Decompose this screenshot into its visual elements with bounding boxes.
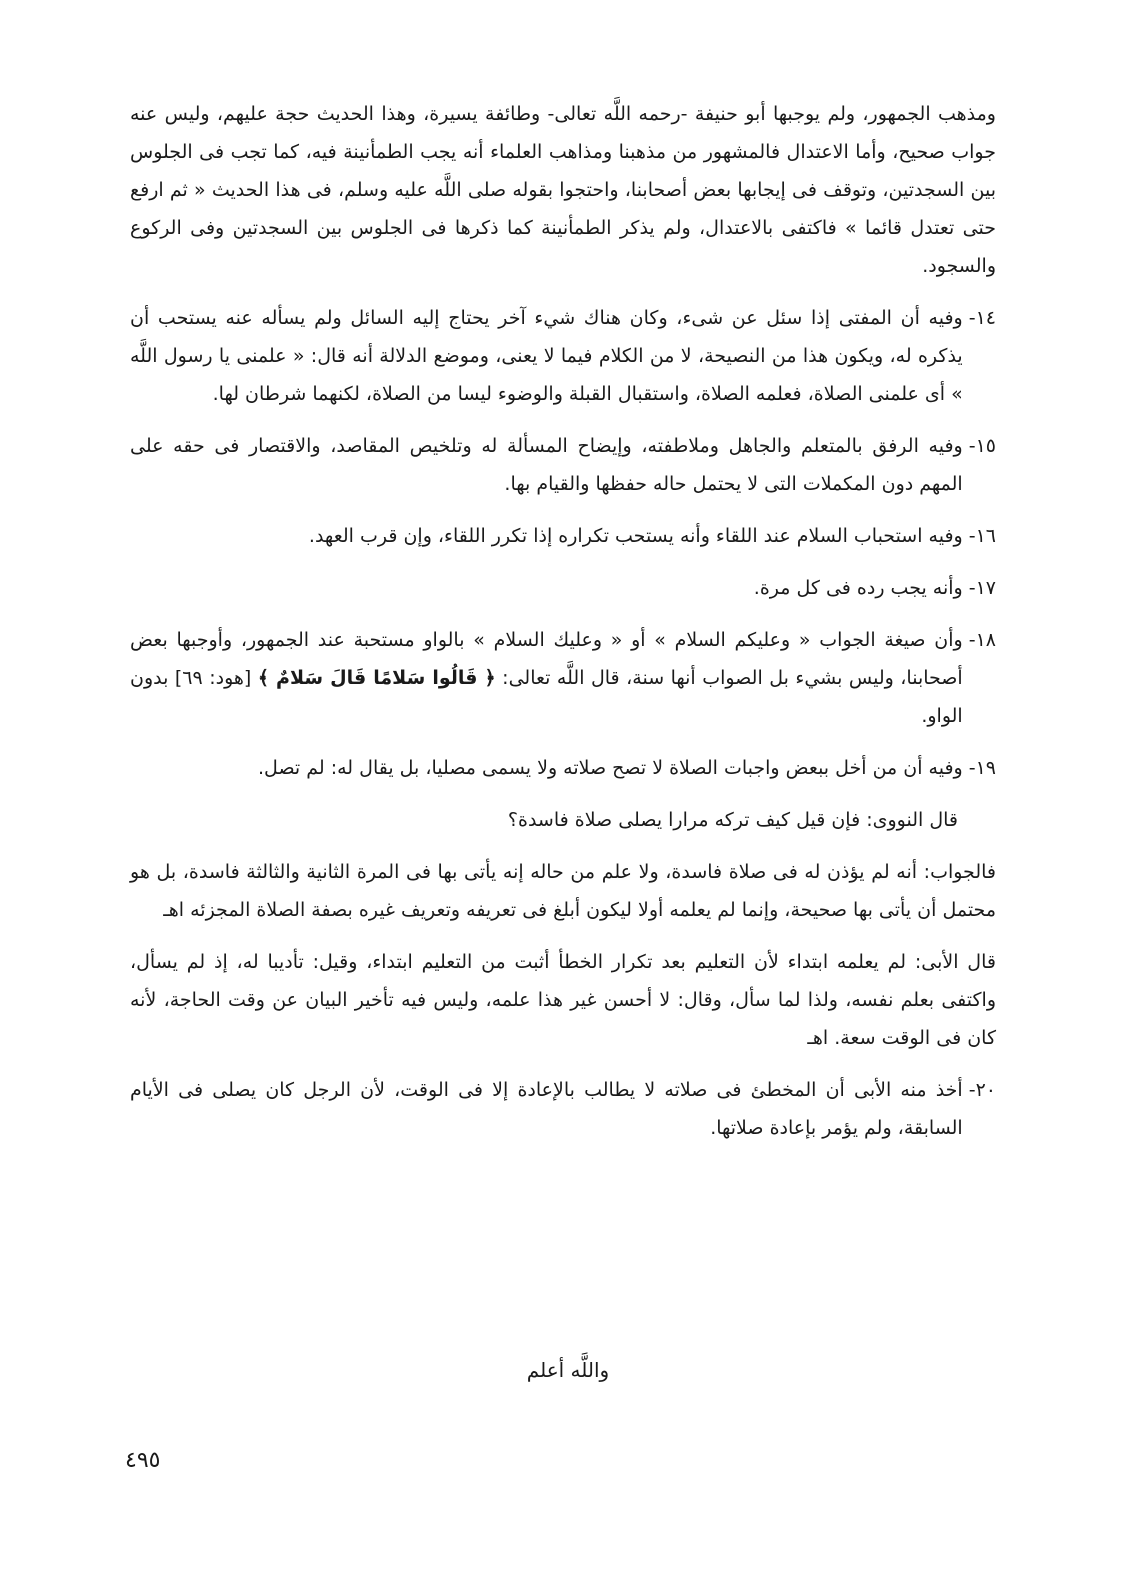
- nawawi-answer: فالجواب: أنه لم يؤذن له فى صلاة فاسدة، ولا علم من حاله إنه يأتى بها فى المرة الثانية والثالثة فاسدة، بل هو محتمل أن يأتى بها صحيحة، وإنما لم يعلمه أولا ليكون أبلغ فى تعريفه وتعريف غيره بصفة الصلاة المجزئه اهـ: [130, 861, 996, 921]
- item-text: أخذ منه الأبى أن المخطئ فى صلاته لا يطالب بالإعادة إلا فى الوقت، لأن الرجل كان يصلى فى الأيام السابقة، ولم يؤمر بإعادة صلاتها.: [130, 1079, 963, 1139]
- item-text: وفيه أن المفتى إذا سئل عن شىء، وكان هناك شيء آخر يحتاج إليه السائل ولم يسأله عنه يستحب أن يذكره له، ويكون هذا من النصيحة، لا من الكلام فيما لا يعنى، وموضع الدلالة أنه قال: « علمنى يا رسول اللَّه » أى علمنى الصلاة، فعلمه الصلاة، واستقبال القبلة والوضوء ليسا من الصلاة، لكنهما شرطان لها.: [130, 307, 963, 405]
- list-item: [130, 1071, 996, 1147]
- list-item: [130, 569, 996, 607]
- list-item: [130, 299, 996, 413]
- item-18-text-before: وأن صيغة الجواب « وعليكم السلام » أو « وعليك السلام » بالواو مستحبة عند الجمهور، وأوجبها بعض أصحابنا، وليس بشيء بل الصواب أنها سنة، قال اللَّه تعالى:: [130, 629, 963, 689]
- list-item-18: [130, 621, 996, 735]
- item-18-text-after: [هود: ٦٩] بدون الواو.: [130, 667, 963, 727]
- item-number: ٢٠-: [968, 1079, 996, 1101]
- item-text: وفيه أن من أخل ببعض واجبات الصلاة لا تصح صلاته ولا يسمى مصليا، بل يقال له: لم تصل.: [258, 757, 963, 779]
- intro-paragraph: ومذهب الجمهور، ولم يوجبها أبو حنيفة -رحمه اللَّه تعالى- وطائفة يسيرة، وهذا الحديث حجة عليهم، وليس عنه جواب صحيح، وأما الاعتدال فالمشهور من مذهبنا ومذاهب العلماء أنه يجب الطمأنينة فيه، كما تجب فى الجلوس بين السجدتين، وتوقف فى إيجابها بعض أصحابنا، واحتجوا بقوله صلى اللَّه عليه وسلم، فى هذا الحديث « ثم ارفع حتى تعتدل قائما » فاكتفى بالاعتدال، ولم يذكر الطمأنينة كما ذكرها فى الجلوس بين السجدتين وفى الركوع والسجود.: [130, 103, 996, 277]
- page-number: ٤٩٥: [125, 1448, 161, 1473]
- quran-verse: ﴿ قَالُوا سَلامًا قَالَ سَلامٌ ﴾: [257, 667, 496, 689]
- nawawi-question: قال النووى: فإن قيل كيف تركه مرارا يصلى صلاة فاسدة؟: [507, 809, 958, 831]
- item-number: ١٧-: [968, 577, 996, 599]
- item-number: ١٤-: [968, 307, 996, 329]
- list-item: [130, 749, 996, 787]
- item-text: وفيه الرفق بالمتعلم والجاهل وملاطفته، وإيضاح المسألة له وتلخيص المقاصد، والاقتصار فى حقه على المهم دون المكملات التى لا يحتمل حاله حفظها والقيام بها.: [130, 435, 963, 495]
- item-number: ١٦-: [968, 525, 996, 547]
- item-number: ١٨-: [968, 629, 996, 651]
- item-text: [130, 621, 963, 735]
- body-text: [130, 95, 996, 1161]
- ubbi-quote: قال الأبى: لم يعلمه ابتداء لأن التعليم بعد تكرار الخطأ أثبت من التعليم ابتداء، وقيل: تأديبا له، إذ لم يسأل، واكتفى بعلم نفسه، ولذا لما سأل، وقال: لا أحسن غير هذا علمه، وليس فيه تأخير البيان عن وقت الحاجة، لأنه كان فى الوقت سعة. اهـ: [130, 951, 996, 1049]
- item-number: ١٥-: [968, 435, 996, 457]
- item-text: وأنه يجب رده فى كل مرة.: [753, 577, 963, 599]
- list-item: [130, 517, 996, 555]
- closing-phrase: واللَّه أعلم: [526, 1358, 610, 1382]
- item-number: ١٩-: [968, 757, 996, 779]
- list-item: [130, 427, 996, 503]
- item-text: وفيه استحباب السلام عند اللقاء وأنه يستحب تكراره إذا تكرر اللقاء، وإن قرب العهد.: [308, 525, 963, 547]
